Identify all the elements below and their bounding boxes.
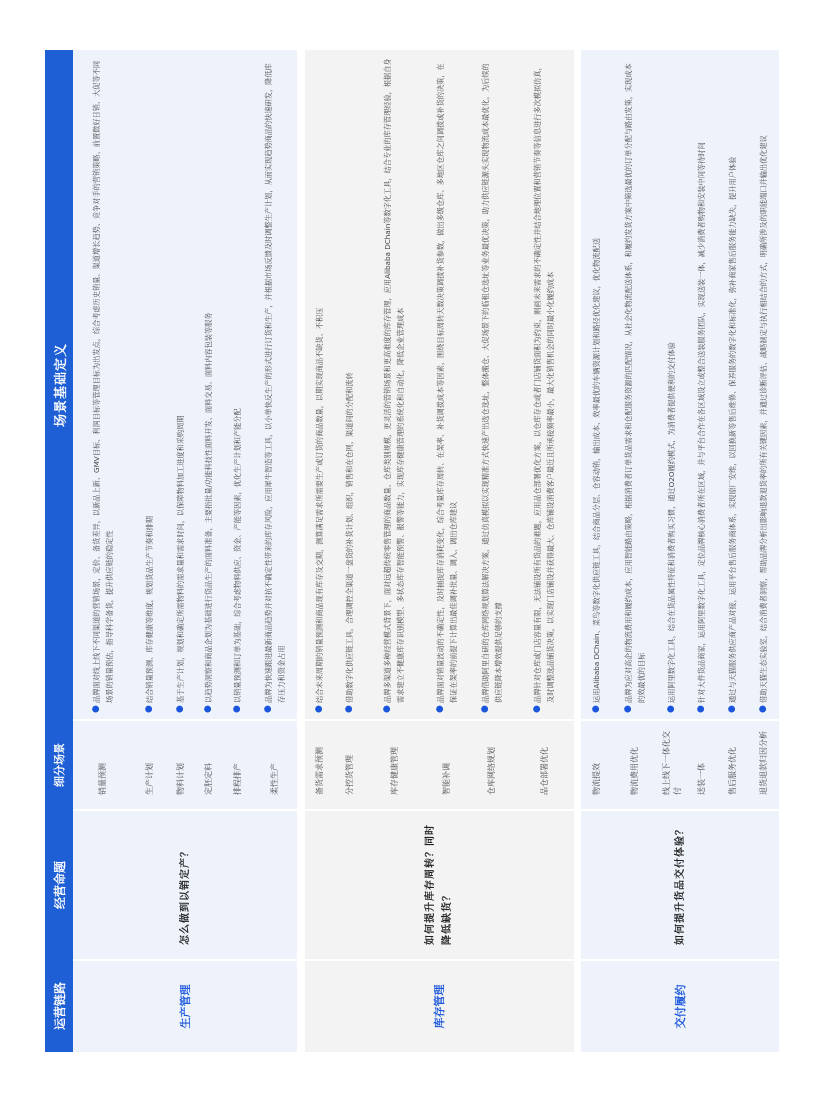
definition-text: 运用阿里数字化工具，结合在货品属性特征和消费者购买习惯，通过O2O履约模式，为消费者提供便利的交付体验	[667, 342, 677, 703]
sub-scenario-cell: 排程排产	[223, 720, 252, 810]
definition-cell	[581, 50, 612, 720]
definition-text: 结合未来周期的销量预测和商品现有库存及交期，测算满足需求所需要生产或订货的商品数量，以期实现商品不缺货、不积压	[315, 307, 325, 703]
definition-cell	[686, 50, 717, 720]
sub-scenario-cell: 仓库网络规划	[469, 720, 514, 810]
bullet-icon: ●	[591, 705, 602, 713]
scenario-table-rotated	[45, 50, 779, 1052]
header-issue: 经营命题	[45, 810, 73, 960]
sub-scenario-cell: 退货退款归因分析	[748, 720, 779, 810]
sub-scenario-cell: 柔性生产	[252, 720, 297, 810]
bullet-icon: ●	[666, 705, 677, 713]
bullet-icon: ●	[727, 705, 738, 713]
definition-cell	[364, 50, 424, 720]
bullet-icon: ●	[203, 705, 214, 713]
definition-cell	[657, 50, 686, 720]
spacer-cell	[574, 50, 581, 1052]
definition-text: 以趋势洞察和商品企划为基础进行货品生产的面料准备，主要指批量/功能科技性面料开发、面料交易、面料内容包装等服务	[204, 312, 214, 703]
definition-cell	[223, 50, 252, 720]
sub-scenario-cell: 品仓部署优化	[514, 720, 574, 810]
bullet-icon: ●	[262, 705, 273, 713]
sub-scenario-cell: 备货需求预测	[305, 720, 336, 810]
table-body	[73, 50, 779, 1052]
bullet-icon: ●	[232, 705, 243, 713]
definition-cell	[424, 50, 469, 720]
definition-text: 品牌面对线上线下不同渠道的营销场景，定价、备货差异，以新品上新、GMV目标、利润目标等管理目标为出发点，综合考虑历史销量、渠道增长趋势、竞争对手的营销策略、前置微好日销、大促等不同场景的销量预估，指导科学备货，提升供应链的稳定性	[91, 60, 114, 703]
sub-scenario-cell: 物料计划	[166, 720, 195, 810]
bullet-icon: ●	[758, 705, 768, 713]
definition-cell	[335, 50, 364, 720]
route-cell: 交付履约	[581, 960, 779, 1052]
sub-scenario-cell: 销量预测	[73, 720, 133, 810]
sub-scenario-cell: 定胚定料	[194, 720, 223, 810]
definition-text: 品牌为应对高企的物流费用和履约成本，应用智能路由策略，根据消费者订单货品需求和仓配服务资源的匹配情况，从社会化物流配送体系，和履约发货方案中筛选最优的订单分配与路由发策，实现成本的效最优的目标	[623, 63, 646, 703]
issue-cell: 如何提升库存周转？同时降低缺货？	[305, 810, 575, 960]
route-cell: 库存管理	[305, 960, 575, 1052]
bullet-icon: ●	[479, 705, 490, 713]
group-spacer	[297, 50, 304, 1052]
definition-cell	[252, 50, 297, 720]
definition-cell	[133, 50, 166, 720]
definition-text: 品牌针对仓库或门店容量有限，无法铺设所有货品的难题，应用品仓部署优化方案，以仓库存仓或者门店铺货面积为约束，则画未来需求的不确定性并结合地理位置和营销节奏等信息进行多次模拟仿真，及时调整选品铺货决策，以实现门店铺设并获得最大、仓库铺设消费客户最近且所承接频率最小，最大化销售机会的同时最小化履约成本	[533, 63, 556, 703]
definition-text: 运用Alibaba DChain、菜鸟等数字化供应链工具，结合商品分层、仓容动销，输出成本、效率最优的车辆资源计划和路径优化建议，优化物流配送	[592, 238, 602, 703]
bullet-icon: ●	[532, 705, 543, 713]
bullet-icon: ●	[174, 705, 185, 713]
definition-text: 以销量预测和订单为基础，综合考虑物料供应、资金、产能等因素，优化生产计划和产能分配	[233, 408, 243, 703]
definition-cell	[514, 50, 574, 720]
sub-scenario-cell: 物流提效	[581, 720, 612, 810]
sub-scenario-cell: 售后服务优化	[717, 720, 748, 810]
table-header-row	[45, 50, 73, 1052]
definition-cell	[305, 50, 336, 720]
route-cell: 生产管理	[73, 960, 297, 1052]
definition-cell	[612, 50, 657, 720]
bullet-icon: ●	[696, 705, 707, 713]
spacer-cell	[297, 50, 304, 1052]
header-sub-scenario: 细分场景	[45, 720, 73, 810]
definition-cell	[469, 50, 514, 720]
bullet-icon: ●	[434, 705, 445, 713]
sub-scenario-cell: 送装一体	[686, 720, 717, 810]
definition-cell	[166, 50, 195, 720]
definition-cell	[73, 50, 133, 720]
bullet-icon: ●	[382, 705, 393, 713]
bullet-icon: ●	[314, 705, 325, 713]
bullet-icon: ●	[622, 705, 633, 713]
definition-text: 借助天猫生态实验室，结合消费者洞察，帮助品牌分析出影响退款退货率的所有关键因素，并通过诊断评估、战略制定与执行相结合的方式，明确所涉及的职能端口并输出优化建议	[759, 135, 768, 703]
definition-text: 结合销量预测、库存健康等维度，规划货品生产节奏和排期	[144, 516, 154, 703]
sub-scenario-cell: 生产计划	[133, 720, 166, 810]
sub-scenario-cell: 分控货管理	[335, 720, 364, 810]
scenario-table	[45, 50, 779, 1052]
header-route: 运营链路	[45, 960, 73, 1052]
definition-text: 借助数字化供应链工具，合理调控全渠道一盘货的补货计划、组织，销售和在仓网，渠道间的分配和流转	[345, 372, 355, 703]
definition-text: 品牌为快速跟进最新商品趋势并对抗不确定性带来的库存风险，应用犀牛智造等工具，以小单快反生产的形式进行订货和生产，并根据市场反馈及时调整生产计划，从而实现趋势商品的快速研发，降低库存压力和资金占用	[263, 63, 286, 703]
definition-text: 针对大件货品商家，运用阿里数字化工具，定位品牌核心消费者所在区域，并与平台合作在各区域设立或整合送装服务团队，实现送装一体，减少消费者购物和安装中间等待时间	[697, 142, 707, 703]
definition-cell	[748, 50, 779, 720]
issue-cell: 如何提升货品交付体验？	[581, 810, 779, 960]
table-row	[305, 50, 336, 1052]
sub-scenario-cell: 线上线下一体化交付	[657, 720, 686, 810]
sub-scenario-cell: 库存健康管理	[364, 720, 424, 810]
table-row	[73, 50, 133, 1052]
issue-cell: 怎么做到以销定产？	[73, 810, 297, 960]
bullet-icon: ●	[90, 705, 101, 713]
sub-scenario-cell: 物流费用优化	[612, 720, 657, 810]
definition-text: 品牌面对销量波动的不确定性，及时捕捉库存消耗变化，综合考量库存周转、在架率、补货调拨成本等因素，围绕目标周转天数决策调拨补货参数，做出多级仓库、多地区仓库之间调拨或补货的决策，在保证在架率的前提下计算出最佳调补批量、调入、调出仓库建议	[435, 63, 458, 703]
definition-cell	[194, 50, 223, 720]
bullet-icon: ●	[143, 705, 154, 713]
header-definition: 场景基础定义	[45, 50, 73, 720]
definition-text: 基于生产计划，规划和确定所需物料的需求量和需求时间，以保障物料加工进度和采购周期	[175, 415, 185, 703]
sub-scenario-cell: 智能补调	[424, 720, 469, 810]
definition-text: 品牌借助阿里自研的仓库网络规划算法解决方案，通过仿真模拟以实现精准方式快速产出选仓选址，整体搬仓、大促场景下的临租仓选址等业务最优决策，助力供应链源头实现物流成本最优化，为后续的供应链降本增效提供足够的支撑	[480, 63, 503, 703]
definition-cell	[717, 50, 748, 720]
definition-text: 通过与天猫服务供应商产品对接，运用平台售后服务商体系，实现原厂安维，以回换新等售后维修、保养服务的数字化和标准化，弥补商家售后服务能力缺失，提升用户体验	[728, 156, 738, 703]
table-row	[581, 50, 612, 1052]
bullet-icon: ●	[344, 705, 355, 713]
definition-text: 品牌多渠道多种经营模式背景下，面对远超传统零售管理的商品数量、仓库类别规模，更灵活的管销场景和更高难度的库存管理，应用Alibaba DChain等数字化工具，结合专业的库存管理经验，根据自身需求建立不健康库存识别模型、多状态库存智能预警、报警等能力，实现库存健康管理的系统化和自动化，降低企业管理成本	[383, 58, 406, 703]
group-spacer	[574, 50, 581, 1052]
